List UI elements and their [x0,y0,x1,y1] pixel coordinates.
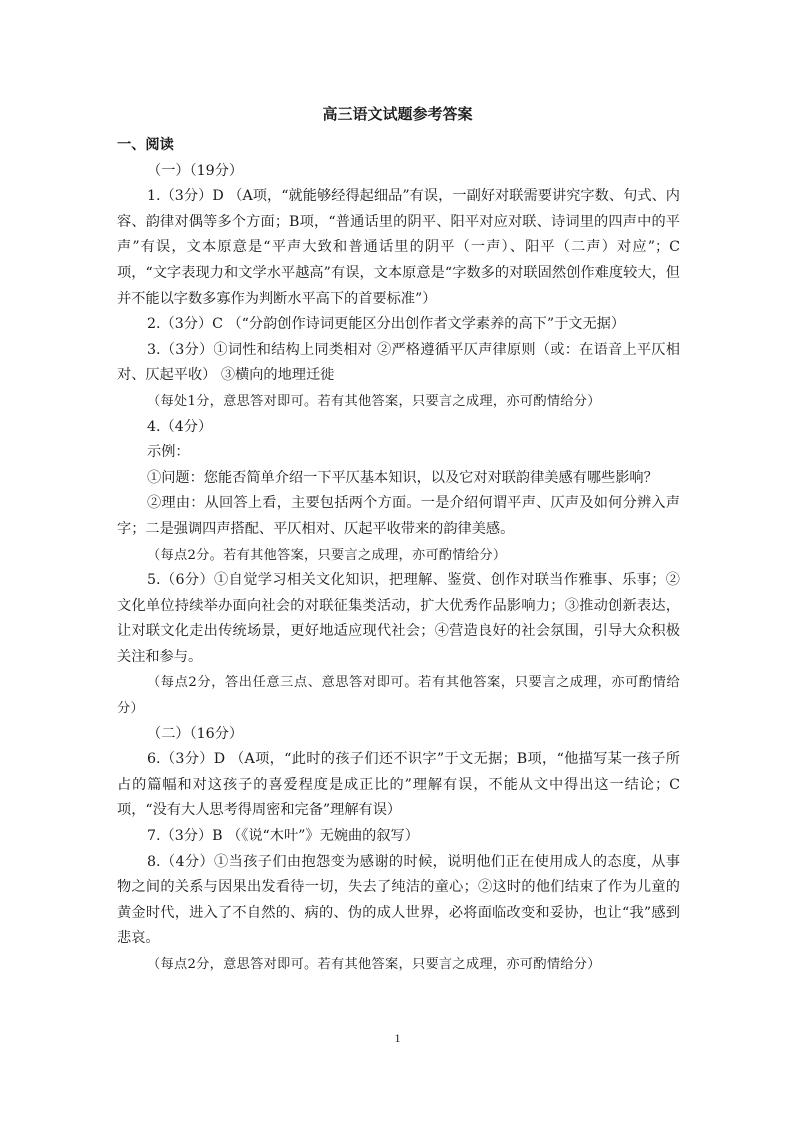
scoring-note-q8: （每点2分，意思答对即可。若有其他答案，只要言之成理，亦可酌情给分） [147,957,601,972]
answer-content [117,133,680,978]
section-heading-reading: 一、阅读 [117,137,174,153]
scoring-note-q5: （每点2分，答出任意三点、意思答对即可。若有其他答案，只要言之成理，亦可酌情给分） [117,675,680,717]
answer-q4-example-label: 示例： [147,444,190,461]
scoring-note-q4: （每点2分。若有其他答案，只要言之成理，亦可酌情给分） [147,547,507,563]
page-number: 1 [394,1031,401,1045]
answer-q5: 5.（6分）①自觉学习相关文化知识，把理解、鉴赏、创作对联当作雅事、乐事；②文化单位持续举办面向社会的对联征集类活动，扩大优秀作品影响力；③推动创新表达，让对联文化走出传统场景，更好地适应现代社会；④营造良好的社会氛围，引导大众积极关注和参与。 [117,572,680,665]
scoring-note-q3: （每处1分，意思答对即可。若有其他答案，只要言之成理，亦可酌情给分） [147,393,601,409]
answer-q1: 1.（3分）D （A项，“就能够经得起细品”有误，一副好对联需要讲究字数、句式、内容、韵律对偶等多个方面；B项，“普通话里的阴平、阳平对应对联、诗词里的四声中的平声”有误，文本原意是“平声大致和普通话里的阴平（一声）、阳平（二声）对应”；C项，“文字表现力和文学水平越高”有误，文本原意是“字数多的对联固然创作难度较大，但并不能以字数多寡作为判断水平高下的首要标准”） [117,188,680,307]
answer-q3: 3.（3分）①词性和结构上同类相对 ②严格遵循平仄声律原则（或：在语音上平仄相对、仄起平收） ③横向的地理迁徙 [117,341,680,384]
answer-q8: 8.（4分）①当孩子们由抱怨变为感谢的时候，说明他们正在使用成人的态度，从事物之间的关系与因果出发看待一切，失去了纯洁的童心；②这时的他们结束了作为儿童的黄金时代，进入了不自然的、病的、伪的成人世界，必将面临改变和妥协，也让“我”感到悲哀。 [117,853,680,947]
answer-q6: 6.（3分）D （A项，“此时的孩子们还不识字”于文无据；B项，“他描写某一孩子所占的篇幅和对这孩子的喜爱程度是成正比的”理解有误，不能从文中得出这一结论；C项，“没有大人思考得周密和完备”理解有误） [117,751,680,819]
part-heading-1: （一）（19分） [147,162,244,179]
page-title: 高三语文试题参考答案 [322,105,473,123]
answer-q4: 4.（4分） [147,418,213,435]
answer-q2: 2.（3分）C （“分韵创作诗词更能区分出创作者文学素养的高下”于文无据） [147,316,626,333]
answer-q4-item-2: ②理由：从回答上看，主要包括两个方面。一是介绍何谓平声、仄声及如何分辨入声字；二是强调四声搭配、平仄相对、仄起平收带来的韵律美感。 [117,495,680,537]
answer-q4-item-1: ①问题：您能否简单介绍一下平仄基本知识，以及它对对联韵律美感有哪些影响？ [147,469,658,486]
part-heading-2: （二）（16分） [147,725,244,742]
answer-q7: 7.（3分）B （《说“木叶”》无婉曲的叙写） [147,828,419,845]
